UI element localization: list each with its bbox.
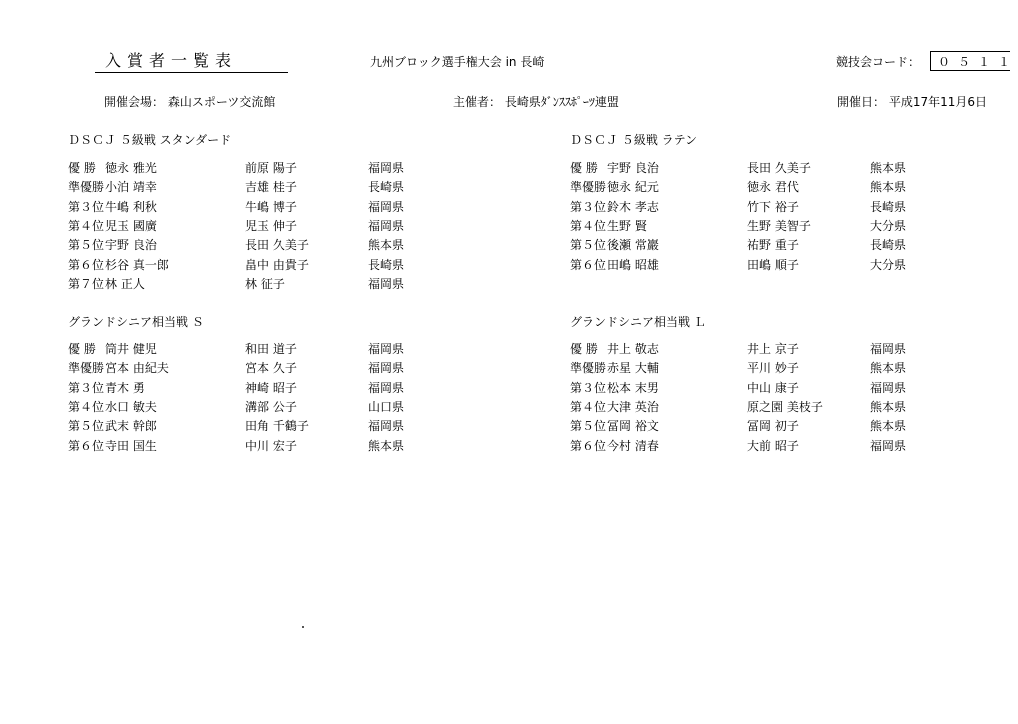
result-row — [68, 219, 488, 238]
rank-cell: 第５位 — [570, 238, 607, 253]
result-row — [68, 180, 488, 199]
prefecture: 熊本県 — [368, 438, 405, 453]
tournament-name: 九州ブロック選手権大会 in 長崎 — [370, 55, 545, 69]
prefecture: 長崎県 — [368, 257, 405, 272]
rank-cell: 優 勝 — [570, 342, 598, 356]
rank-cell: 第４位 — [570, 399, 607, 414]
female-name: 牛嶋 博子 — [245, 199, 297, 214]
rank-cell: 準優勝 — [68, 180, 105, 195]
male-name: 徳永 紀元 — [607, 180, 659, 195]
male-name: 冨岡 裕文 — [607, 419, 659, 434]
female-name: 宮本 久子 — [245, 361, 297, 376]
section-title: グランドシニア相当戦 Ｌ — [570, 315, 706, 329]
rank-cell: 第６位 — [68, 438, 105, 453]
section-title: ＤＳＣＪ ５級戦 ラテン — [570, 133, 698, 147]
stray-mark — [302, 626, 304, 628]
result-row — [68, 238, 488, 257]
female-name: 中川 宏子 — [245, 438, 297, 453]
rank-cell: 第３位 — [570, 380, 607, 395]
female-name: 原之園 美枝子 — [747, 399, 823, 414]
title-underline — [95, 72, 288, 73]
male-name: 井上 敬志 — [607, 342, 659, 356]
female-name: 冨岡 初子 — [747, 419, 799, 434]
result-row — [570, 400, 990, 419]
male-name: 水口 敏夫 — [105, 399, 157, 414]
male-name: 牛嶋 利秋 — [105, 199, 157, 214]
result-row — [68, 439, 488, 458]
result-row — [570, 381, 990, 400]
male-name: 林 正人 — [105, 276, 145, 291]
result-row — [570, 238, 990, 257]
rank-cell: 第６位 — [570, 257, 607, 272]
competition-code-value: ０５１１ — [938, 55, 1018, 69]
prefecture: 福岡県 — [870, 438, 907, 453]
female-name: 林 征子 — [245, 276, 285, 291]
result-row — [68, 161, 488, 180]
rank-cell: 第５位 — [68, 238, 105, 253]
female-name: 吉雄 桂子 — [245, 180, 297, 195]
prefecture: 福岡県 — [870, 342, 907, 356]
female-name: 和田 道子 — [245, 342, 297, 356]
rank-cell: 第５位 — [570, 419, 607, 434]
prefecture: 大分県 — [870, 257, 907, 272]
prefecture: 福岡県 — [870, 380, 907, 395]
section-title: ＤＳＣＪ ５級戦 スタンダード — [68, 133, 232, 147]
rank-cell: 第６位 — [570, 438, 607, 453]
prefecture: 福岡県 — [368, 199, 405, 214]
result-row — [68, 258, 488, 277]
male-name: 宇野 良治 — [105, 238, 157, 253]
male-name: 児玉 國廣 — [105, 218, 157, 233]
male-name: 宇野 良治 — [607, 161, 659, 175]
female-name: 児玉 伸子 — [245, 218, 297, 233]
female-name: 生野 美智子 — [747, 218, 811, 233]
prefecture: 長崎県 — [870, 199, 907, 214]
male-name: 青木 勇 — [105, 380, 145, 395]
rank-cell: 準優勝 — [570, 361, 607, 376]
prefecture: 福岡県 — [368, 218, 405, 233]
result-row — [570, 361, 990, 380]
male-name: 松本 末男 — [607, 380, 659, 395]
section-title: グランドシニア相当戦 Ｓ — [68, 315, 204, 329]
male-name: 宮本 由紀夫 — [105, 361, 169, 376]
female-name: 溝部 公子 — [245, 399, 297, 414]
venue: 開催会場： 森山スポーツ交流館 — [104, 95, 276, 109]
organizer: 主催者： 長崎県ﾀﾞﾝｽｽﾎﾟｰﾂ連盟 — [453, 95, 619, 109]
female-name: 前原 陽子 — [245, 161, 297, 175]
rank-cell: 優 勝 — [68, 342, 96, 356]
rank-cell: 第３位 — [68, 380, 105, 395]
prefecture: 熊本県 — [870, 180, 907, 195]
male-name: 大津 英治 — [607, 399, 659, 414]
rank-cell: 優 勝 — [68, 161, 96, 175]
male-name: 武末 幹郎 — [105, 419, 157, 434]
result-row — [68, 400, 488, 419]
rank-cell: 第６位 — [68, 257, 105, 272]
result-row — [68, 200, 488, 219]
result-row — [68, 342, 488, 361]
female-name: 平川 妙子 — [747, 361, 799, 376]
event-date: 開催日： 平成17年11月6日 — [837, 95, 987, 109]
male-name: 今村 清春 — [607, 438, 659, 453]
male-name: 後瀬 常巖 — [607, 238, 659, 253]
result-row — [68, 381, 488, 400]
female-name: 長田 久美子 — [747, 161, 811, 175]
prefecture: 福岡県 — [368, 361, 405, 376]
rank-cell: 第４位 — [68, 218, 105, 233]
prefecture: 長崎県 — [870, 238, 907, 253]
female-name: 田嶋 順子 — [747, 257, 799, 272]
female-name: 徳永 君代 — [747, 180, 799, 195]
prefecture: 福岡県 — [368, 161, 405, 175]
female-name: 中山 康子 — [747, 380, 799, 395]
result-row — [570, 200, 990, 219]
result-row — [570, 439, 990, 458]
male-name: 生野 賢 — [607, 218, 647, 233]
rank-cell: 優 勝 — [570, 161, 598, 175]
page-title: 入賞者一覧表 — [105, 51, 238, 70]
male-name: 杉谷 真一郎 — [105, 257, 169, 272]
rank-cell: 第４位 — [68, 399, 105, 414]
prefecture: 熊本県 — [870, 361, 907, 376]
result-row — [68, 277, 488, 296]
rank-cell: 準優勝 — [68, 361, 105, 376]
male-name: 筒井 健児 — [105, 342, 157, 356]
rank-cell: 第３位 — [570, 199, 607, 214]
prefecture: 熊本県 — [870, 399, 907, 414]
prefecture: 熊本県 — [368, 238, 405, 253]
rank-cell: 第７位 — [68, 276, 105, 291]
female-name: 大前 昭子 — [747, 438, 799, 453]
female-name: 田角 千鶴子 — [245, 419, 309, 434]
female-name: 井上 京子 — [747, 342, 799, 356]
result-row — [570, 161, 990, 180]
male-name: 田嶋 昭雄 — [607, 257, 659, 272]
prefecture: 山口県 — [368, 399, 405, 414]
prefecture: 福岡県 — [368, 419, 405, 434]
result-row — [570, 180, 990, 199]
rank-cell: 第４位 — [570, 218, 607, 233]
result-row — [570, 219, 990, 238]
prefecture: 熊本県 — [870, 419, 907, 434]
result-row — [570, 419, 990, 438]
rank-cell: 第５位 — [68, 419, 105, 434]
male-name: 徳永 雅光 — [105, 161, 157, 175]
result-row — [68, 419, 488, 438]
prefecture: 福岡県 — [368, 380, 405, 395]
prefecture: 長崎県 — [368, 180, 405, 195]
male-name: 赤星 大輔 — [607, 361, 659, 376]
rank-cell: 第３位 — [68, 199, 105, 214]
male-name: 鈴木 孝志 — [607, 199, 659, 214]
result-row — [570, 342, 990, 361]
male-name: 寺田 国生 — [105, 438, 157, 453]
female-name: 竹下 裕子 — [747, 199, 799, 214]
female-name: 畠中 由貴子 — [245, 257, 309, 272]
prefecture: 福岡県 — [368, 342, 405, 356]
result-row — [570, 258, 990, 277]
prefecture: 熊本県 — [870, 161, 907, 175]
prefecture: 大分県 — [870, 218, 907, 233]
female-name: 祐野 重子 — [747, 238, 799, 253]
prefecture: 福岡県 — [368, 276, 405, 291]
competition-code-label: 競技会コード： — [836, 55, 921, 69]
result-row — [68, 361, 488, 380]
female-name: 長田 久美子 — [245, 238, 309, 253]
male-name: 小泊 靖幸 — [105, 180, 157, 195]
rank-cell: 準優勝 — [570, 180, 607, 195]
female-name: 神崎 昭子 — [245, 380, 297, 395]
